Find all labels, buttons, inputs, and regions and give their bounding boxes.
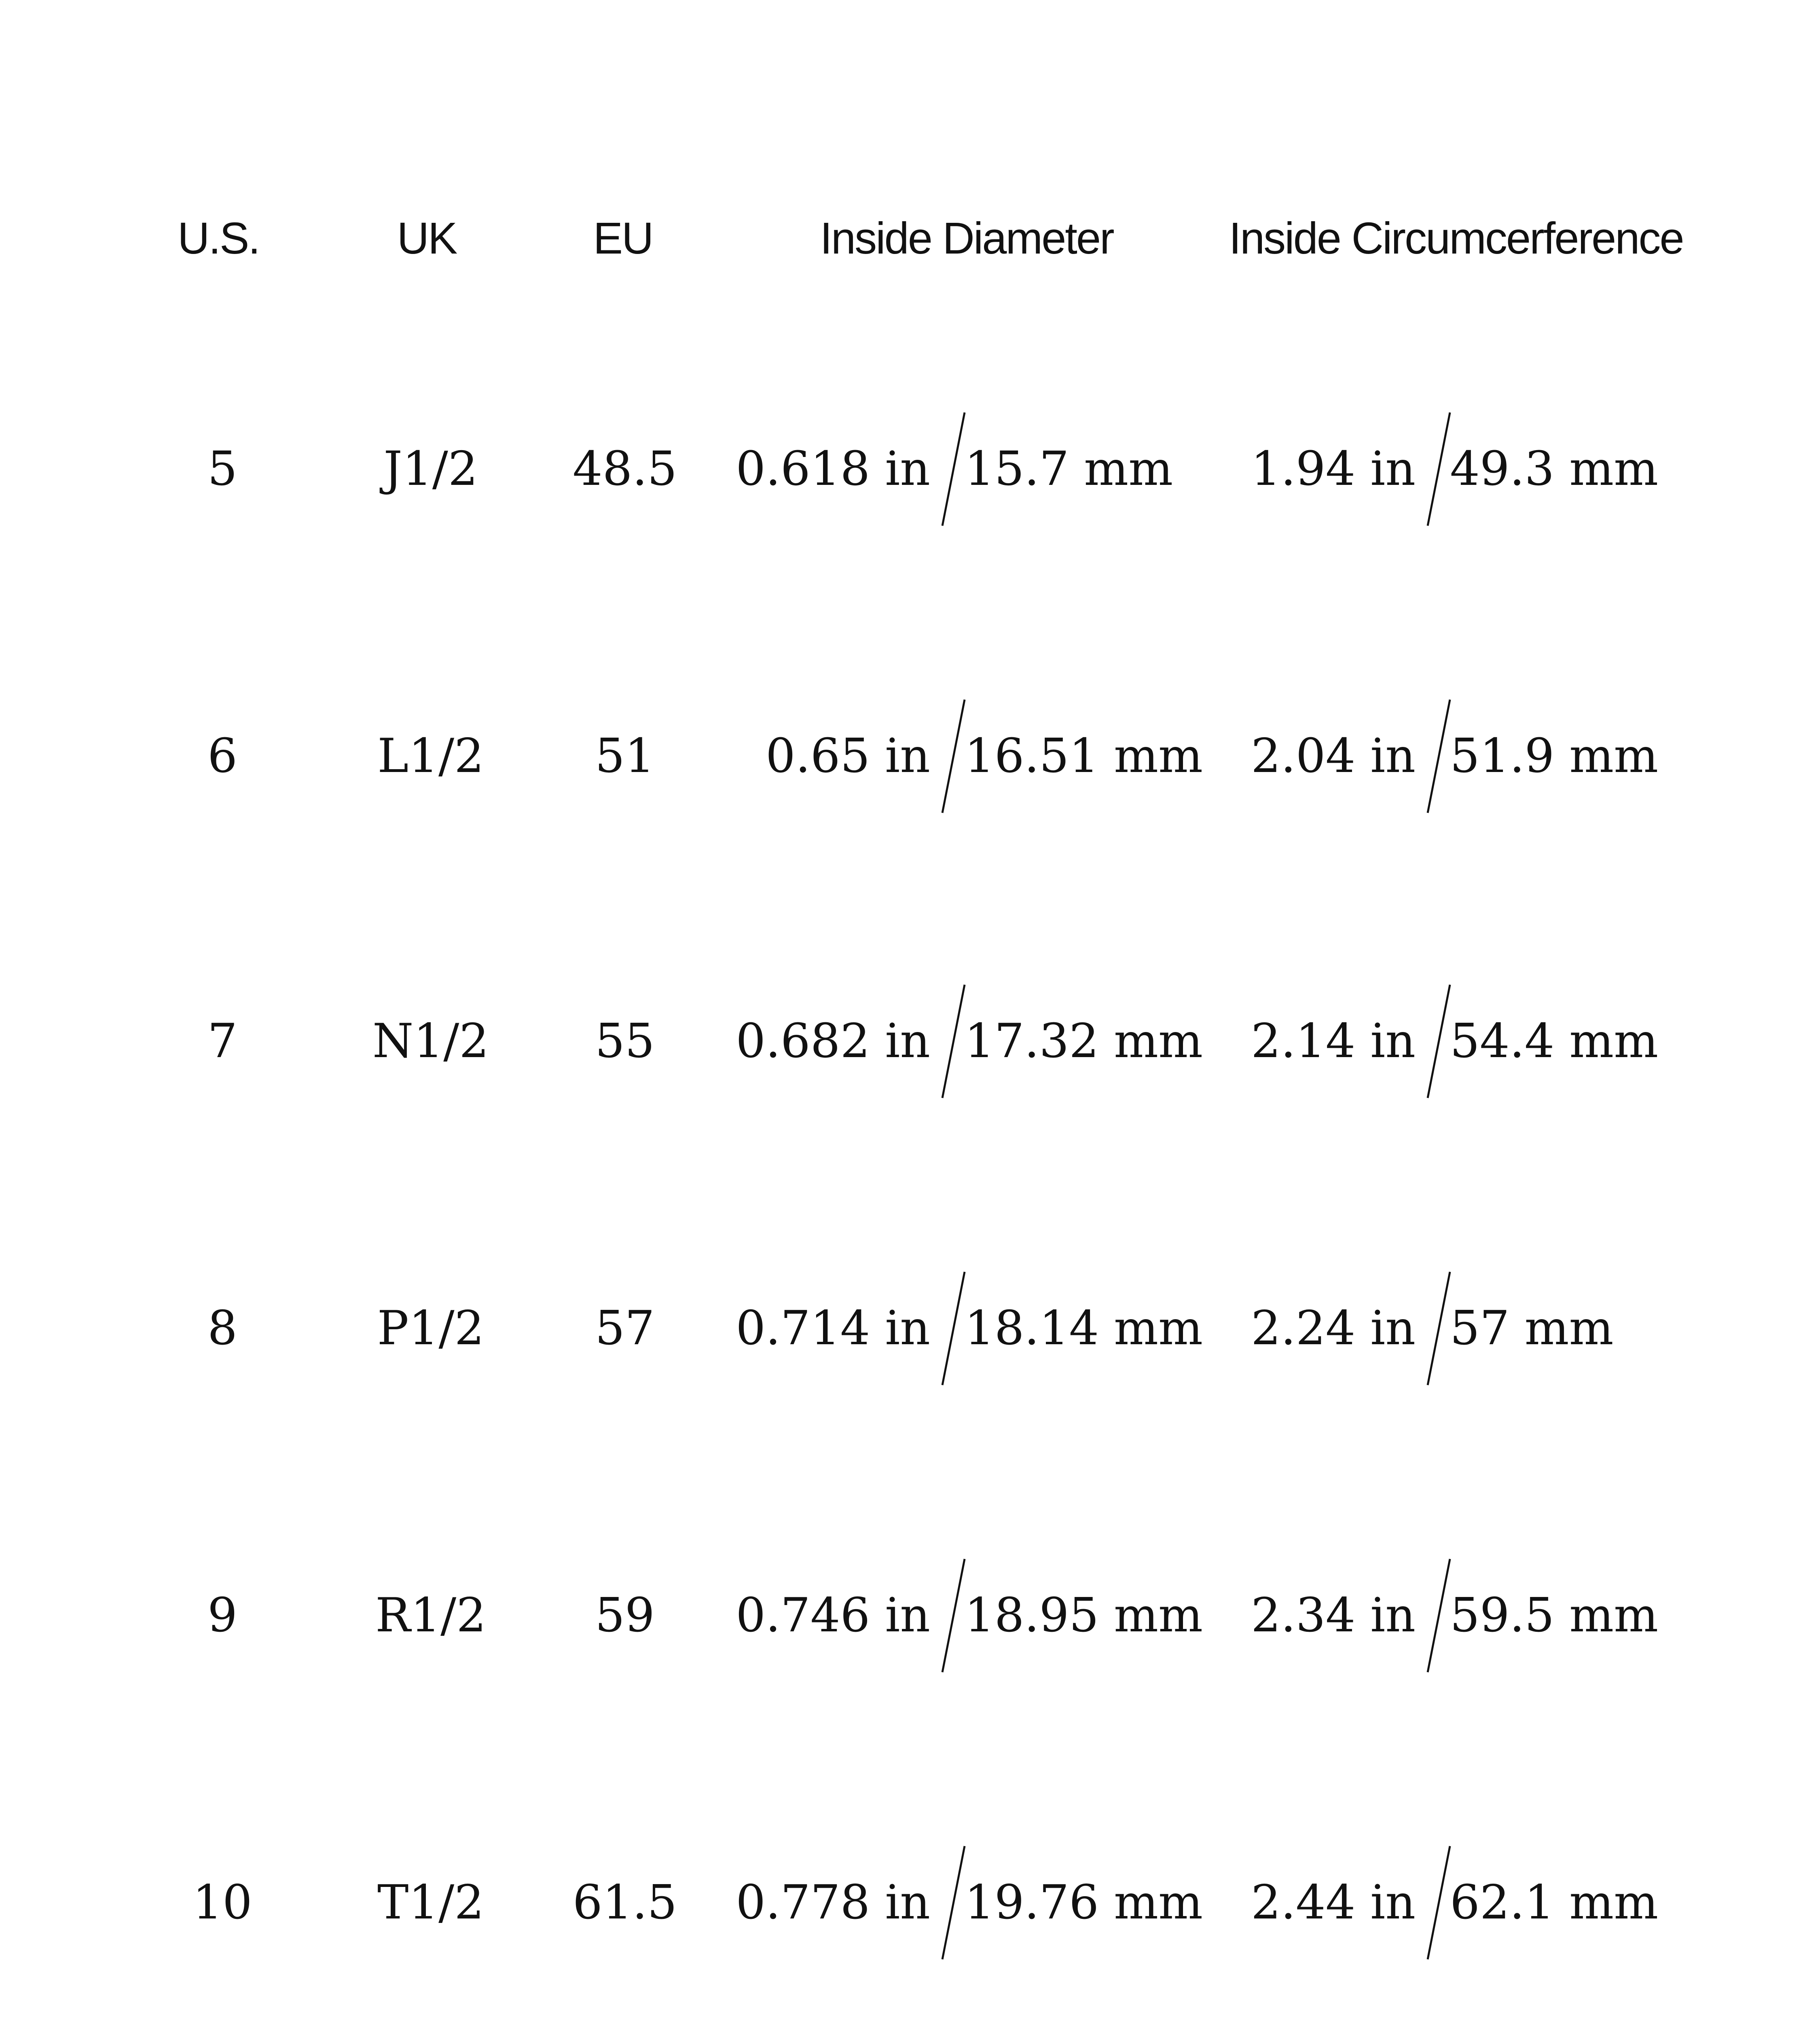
diameter-imperial: 0.618 in bbox=[736, 442, 930, 496]
table-row: 7 N1/2 55 0.682 in 17.32 mm 2.14 in 54.4 mm bbox=[0, 981, 1820, 1102]
cell-us: 5 bbox=[207, 442, 237, 496]
cell-eu: 61.5 bbox=[572, 1875, 677, 1930]
cell-uk: R1/2 bbox=[375, 1588, 487, 1643]
table-row: 6 L1/2 51 0.65 in 16.51 mm 2.04 in 51.9 mm bbox=[0, 696, 1820, 817]
slash-divider bbox=[1416, 1555, 1452, 1676]
circumference-imperial: 2.14 in bbox=[1251, 1014, 1416, 1068]
slash-divider bbox=[1416, 696, 1452, 817]
table-row: 5 J1/2 48.5 0.618 in 15.7 mm 1.94 in 49.3 mm bbox=[0, 408, 1820, 530]
header-uk: UK bbox=[397, 214, 457, 263]
cell-eu: 57 bbox=[595, 1301, 655, 1356]
slash-divider bbox=[1416, 981, 1452, 1102]
circumference-imperial: 2.24 in bbox=[1251, 1301, 1416, 1356]
slash-divider bbox=[1416, 408, 1452, 530]
cell-eu: 51 bbox=[595, 729, 655, 783]
cell-uk: J1/2 bbox=[383, 442, 478, 496]
diameter-imperial: 0.714 in bbox=[736, 1301, 930, 1356]
header-inside-circumference: Inside Circumcerference bbox=[1229, 214, 1683, 263]
table-header bbox=[0, 210, 1820, 267]
cell-uk: T1/2 bbox=[377, 1875, 485, 1930]
slash-divider bbox=[1416, 1842, 1452, 1963]
table-row: 10 T1/2 61.5 0.778 in 19.76 mm 2.44 in 62.1 mm bbox=[0, 1842, 1820, 1963]
cell-uk: P1/2 bbox=[377, 1301, 485, 1356]
cell-eu: 48.5 bbox=[572, 442, 677, 496]
diameter-imperial: 0.65 in bbox=[766, 729, 930, 783]
cell-us: 10 bbox=[193, 1875, 252, 1930]
circumference-imperial: 2.04 in bbox=[1251, 729, 1416, 783]
cell-uk: N1/2 bbox=[372, 1014, 489, 1068]
header-inside-diameter: Inside Diameter bbox=[820, 214, 1113, 263]
slash-divider bbox=[1416, 1268, 1452, 1389]
table-row: 9 R1/2 59 0.746 in 18.95 mm 2.34 in 59.5 mm bbox=[0, 1555, 1820, 1676]
header-us: U.S. bbox=[178, 214, 259, 263]
cell-eu: 55 bbox=[595, 1014, 655, 1068]
table-row: 8 P1/2 57 0.714 in 18.14 mm 2.24 in 57 mm bbox=[0, 1268, 1820, 1389]
diameter-imperial: 0.778 in bbox=[736, 1875, 930, 1930]
cell-uk: L1/2 bbox=[377, 729, 484, 783]
cell-us: 7 bbox=[207, 1014, 237, 1068]
diameter-imperial: 0.746 in bbox=[736, 1588, 930, 1643]
cell-eu: 59 bbox=[595, 1588, 655, 1643]
cell-us: 9 bbox=[207, 1588, 237, 1643]
cell-us: 6 bbox=[207, 729, 237, 783]
circumference-imperial: 1.94 in bbox=[1251, 442, 1416, 496]
header-eu: EU bbox=[593, 214, 653, 263]
circumference-imperial: 2.34 in bbox=[1251, 1588, 1416, 1643]
circumference-imperial: 2.44 in bbox=[1251, 1875, 1416, 1930]
diameter-imperial: 0.682 in bbox=[736, 1014, 930, 1068]
cell-us: 8 bbox=[207, 1301, 237, 1356]
